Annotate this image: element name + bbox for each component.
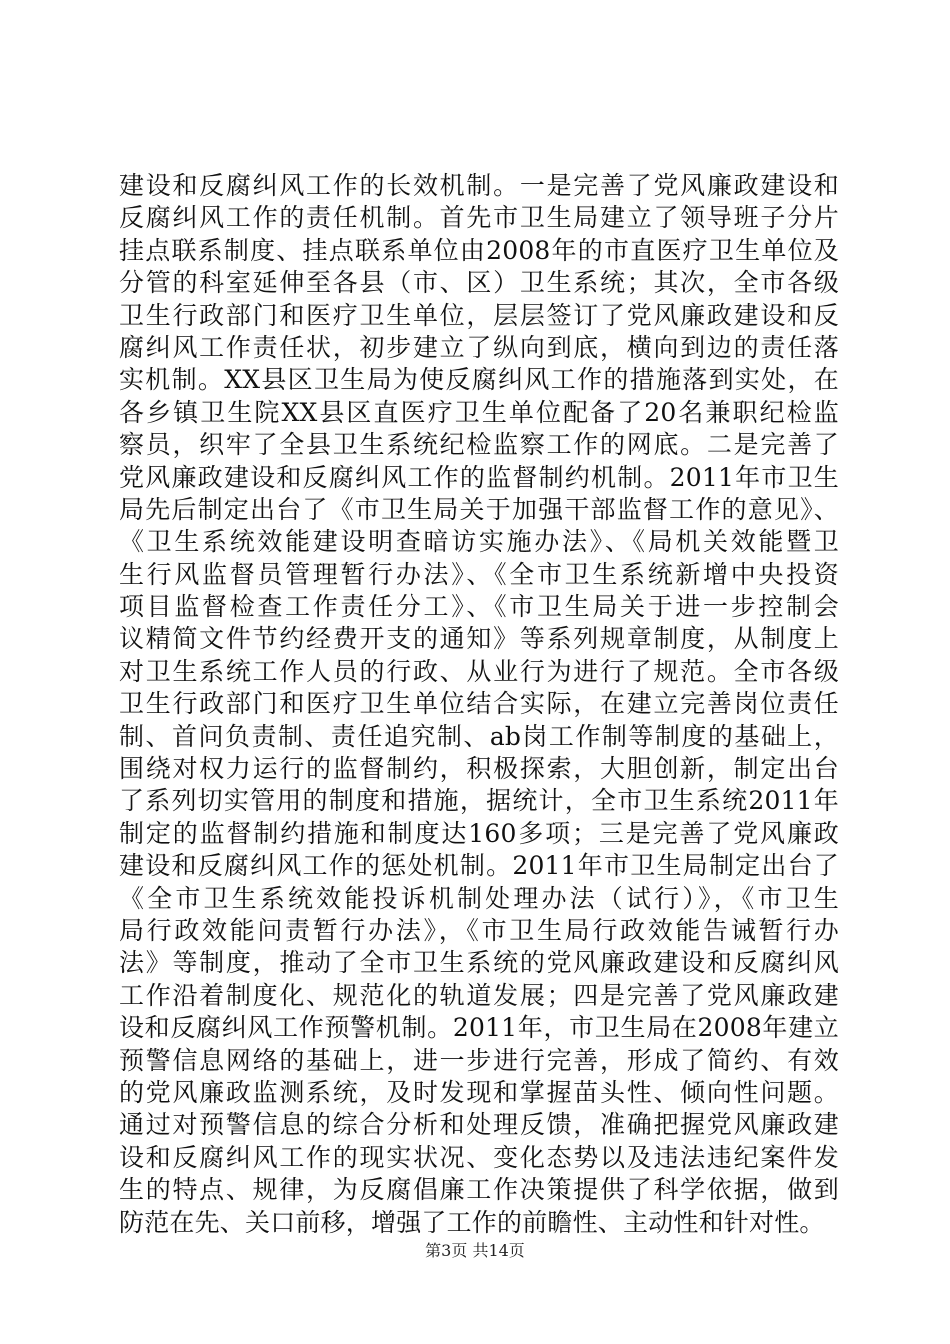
text-line: 制定的监督制约措施和制度达160多项；三是完善了党风廉政 — [119, 818, 839, 848]
text-line: 《卫生系统效能建设明查暗访实施办法》、《局机关效能暨卫 — [119, 527, 839, 557]
text-line: 局先后制定出台了《市卫生局关于加强干部监督工作的意见》、 — [119, 494, 839, 524]
text-line: 挂点联系制度、挂点联系单位由2008年的市直医疗卫生单位及 — [119, 235, 839, 265]
text-line: 分管的科室延伸至各县（市、区）卫生系统；其次，全市各级 — [119, 268, 839, 298]
text-line: 了系列切实管用的制度和措施，据统计，全市卫生系统2011年 — [119, 786, 839, 816]
text-line: 生的特点、规律，为反腐倡廉工作决策提供了科学依据，做到 — [119, 1175, 839, 1205]
text-line: 反腐纠风工作的责任机制。首先市卫生局建立了领导班子分片 — [119, 203, 839, 233]
text-line: 党风廉政建设和反腐纠风工作的监督制约机制。2011年市卫生 — [119, 462, 839, 492]
text-line: 设和反腐纠风工作预警机制。2011年，市卫生局在2008年建立 — [119, 1013, 839, 1043]
text-line: 围绕对权力运行的监督制约，积极探索，大胆创新，制定出台 — [119, 754, 839, 784]
text-line: 腐纠风工作责任状，初步建立了纵向到底，横向到边的责任落 — [119, 332, 839, 362]
text-line: 设和反腐纠风工作的现实状况、变化态势以及违法违纪案件发 — [119, 1142, 839, 1172]
text-line: 防范在先、关口前移，增强了工作的前瞻性、主动性和针对性。 — [119, 1207, 825, 1237]
text-line: 对卫生系统工作人员的行政、从业行为进行了规范。全市各级 — [119, 656, 839, 686]
text-line: 实机制。XX县区卫生局为使反腐纠风工作的措施落到实处，在 — [119, 365, 839, 395]
text-line: 议精简文件节约经费开支的通知》等系列规章制度，从制度上 — [119, 624, 839, 654]
text-line: 卫生行政部门和医疗卫生单位结合实际，在建立完善岗位责任 — [119, 689, 839, 719]
body-paragraph — [119, 170, 839, 1239]
text-line: 通过对预警信息的综合分析和处理反馈，准确把握党风廉政建 — [119, 1110, 839, 1140]
text-line: 的党风廉政监测系统，及时发现和掌握苗头性、倾向性问题。 — [119, 1077, 839, 1107]
text-line: 《全市卫生系统效能投诉机制处理办法（试行）》，《市卫生 — [119, 883, 839, 913]
text-line: 工作沿着制度化、规范化的轨道发展；四是完善了党风廉政建 — [119, 980, 839, 1010]
text-line: 建设和反腐纠风工作的惩处机制。2011年市卫生局制定出台了 — [119, 851, 839, 881]
text-line: 生行风监督员管理暂行办法》、《全市卫生系统新增中央投资 — [119, 559, 839, 589]
text-line: 卫生行政部门和医疗卫生单位，层层签订了党风廉政建设和反 — [119, 300, 839, 330]
text-line: 预警信息网络的基础上，进一步进行完善，形成了简约、有效 — [119, 1045, 839, 1075]
text-line: 局行政效能问责暂行办法》，《市卫生局行政效能告诫暂行办 — [119, 915, 839, 945]
text-line: 项目监督检查工作责任分工》、《市卫生局关于进一步控制会 — [119, 592, 839, 622]
text-line: 察员，织牢了全县卫生系统纪检监察工作的网底。二是完善了 — [119, 430, 839, 460]
text-line: 制、首问负责制、责任追究制、ab岗工作制等制度的基础上， — [119, 721, 839, 751]
page-footer: 第3页 共14页 — [425, 1241, 525, 1260]
text-line: 各乡镇卫生院XX县区直医疗卫生单位配备了20名兼职纪检监 — [119, 397, 839, 427]
text-line: 建设和反腐纠风工作的长效机制。一是完善了党风廉政建设和 — [119, 171, 839, 200]
text-line: 法》等制度，推动了全市卫生系统的党风廉政建设和反腐纠风 — [119, 948, 839, 978]
